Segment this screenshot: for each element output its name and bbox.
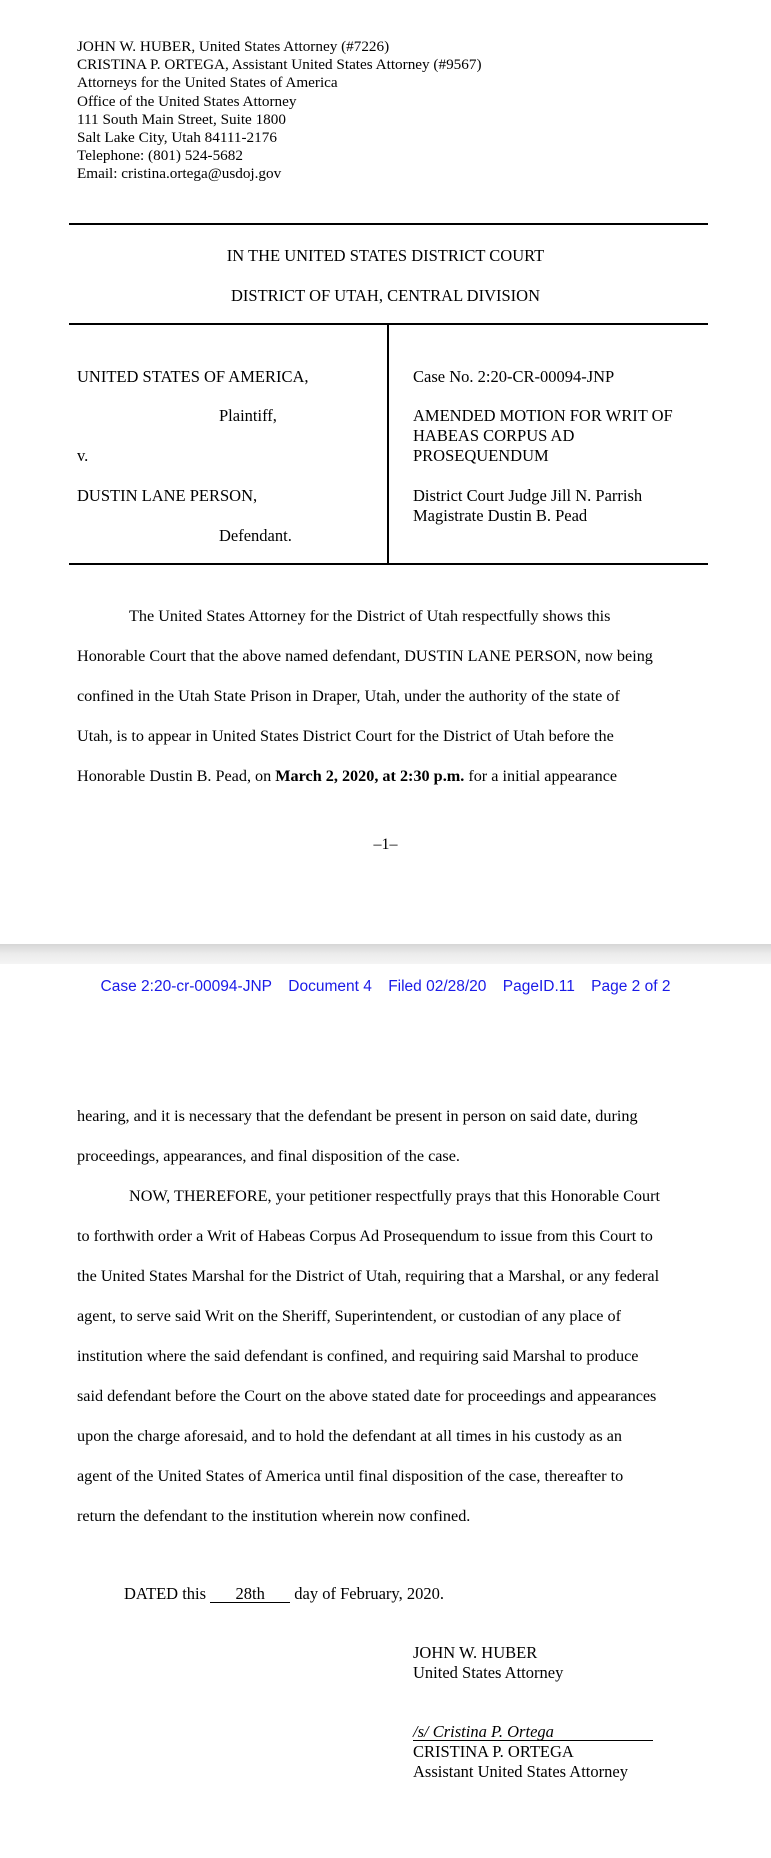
dated-day: 28th <box>210 1586 290 1603</box>
body-line: proceedings, appearances, and final disposition of the case. <box>77 1147 460 1165</box>
signer2-title: Assistant United States Attorney <box>413 1762 628 1781</box>
rule-top <box>69 223 708 225</box>
signer2-name: CRISTINA P. ORTEGA <box>413 1742 574 1761</box>
plaintiff-name: UNITED STATES OF AMERICA, <box>77 367 309 386</box>
attorney-header <box>77 38 482 184</box>
court-name: IN THE UNITED STATES DISTRICT COURT <box>226 246 545 265</box>
body-line: confined in the Utah State Prison in Draper, Utah, under the authority of the state of <box>77 687 620 705</box>
defendant-label: Defendant. <box>219 526 292 545</box>
body-line: NOW, THEREFORE, your petitioner respectfully prays that this Honorable Court <box>129 1187 660 1205</box>
body-line: said defendant before the Court on the above stated date for proceedings and appearances <box>77 1387 657 1405</box>
header-line: Salt Lake City, Utah 84111-2176 <box>77 129 277 147</box>
judge: District Court Judge Jill N. Parrish <box>413 486 643 505</box>
caption-divider <box>387 324 389 564</box>
dated-line <box>124 1584 444 1604</box>
header-line: 111 South Main Street, Suite 1800 <box>77 110 286 128</box>
filing-document: Document 4 <box>288 978 372 995</box>
signer-name: JOHN W. HUBER <box>413 1643 538 1662</box>
body-line: return the defendant to the institution wherein now confined. <box>77 1507 471 1525</box>
body-line: to forthwith order a Writ of Habeas Corpus Ad Prosequendum to issue from this Court to <box>77 1227 653 1245</box>
body-line: agent, to serve said Writ on the Sheriff, Superintendent, or custodian of any place of <box>77 1307 622 1325</box>
body-line: upon the charge aforesaid, and to hold the defendant at all times in his custody as an <box>77 1427 622 1445</box>
page-number: –1– <box>373 836 398 853</box>
electronic-signature <box>413 1722 653 1742</box>
body-line: The United States Attorney for the District of Utah respectfully shows this <box>129 607 611 625</box>
header-line: Attorneys for the United States of America <box>77 74 338 92</box>
hearing-date: March 2, 2020, at 2:30 p.m. <box>275 767 465 785</box>
body-line: agent of the United States of America until final disposition of the case, thereafter to <box>77 1467 624 1485</box>
motion-title-3: PROSEQUENDUM <box>413 446 549 465</box>
header-line: Office of the United States Attorney <box>77 92 297 110</box>
motion-title-2: HABEAS CORPUS AD <box>413 426 575 445</box>
defendant-name: DUSTIN LANE PERSON, <box>77 486 258 505</box>
body-line: Utah, is to appear in United States District Court for the District of Utah before the <box>77 727 614 745</box>
motion-title-1: AMENDED MOTION FOR WRIT OF <box>413 406 673 425</box>
esig-text: /s/ Cristina P. Ortega <box>413 1724 653 1741</box>
header-line: JOHN W. HUBER, United States Attorney (#7226) <box>77 38 390 55</box>
header-line: Email: cristina.ortega@usdoj.gov <box>77 165 282 183</box>
court-division: DISTRICT OF UTAH, CENTRAL DIVISION <box>231 286 540 305</box>
versus: v. <box>77 446 89 465</box>
filing-date: Filed 02/28/20 <box>388 978 487 995</box>
dated-prefix: DATED this <box>124 1584 211 1603</box>
body-line: Honorable Court that the above named defendant, DUSTIN LANE PERSON, now being <box>77 647 653 665</box>
dated-suffix: day of February, 2020. <box>290 1584 444 1603</box>
filing-case: Case 2:20-cr-00094-JNP <box>100 978 272 995</box>
body-line: institution where the said defendant is confined, and requiring said Marshal to produce <box>77 1347 639 1365</box>
plaintiff-label: Plaintiff, <box>219 406 277 425</box>
filing-header <box>0 978 771 996</box>
header-line: CRISTINA P. ORTEGA, Assistant United States Attorney (#9567) <box>77 56 482 74</box>
rule-caption-bottom <box>69 563 708 565</box>
magistrate: Magistrate Dustin B. Pead <box>413 506 588 525</box>
filing-page: Page 2 of 2 <box>591 978 671 995</box>
body-text: for a initial appearance <box>464 767 618 785</box>
body-text: Honorable Dustin B. Pead, on <box>77 767 276 785</box>
body-line <box>77 767 617 786</box>
rule-caption-top <box>69 323 708 325</box>
case-number: Case No. 2:20-CR-00094-JNP <box>413 367 615 386</box>
header-line: Telephone: (801) 524-5682 <box>77 147 243 165</box>
body-line: hearing, and it is necessary that the defendant be present in person on said date, during <box>77 1107 638 1125</box>
page-separator <box>0 944 771 964</box>
filing-pageid: PageID.11 <box>502 978 575 995</box>
body-line: the United States Marshal for the District of Utah, requiring that a Marshal, or any federal <box>77 1267 660 1285</box>
signer-title: United States Attorney <box>413 1663 564 1682</box>
page-2 <box>0 964 771 1858</box>
